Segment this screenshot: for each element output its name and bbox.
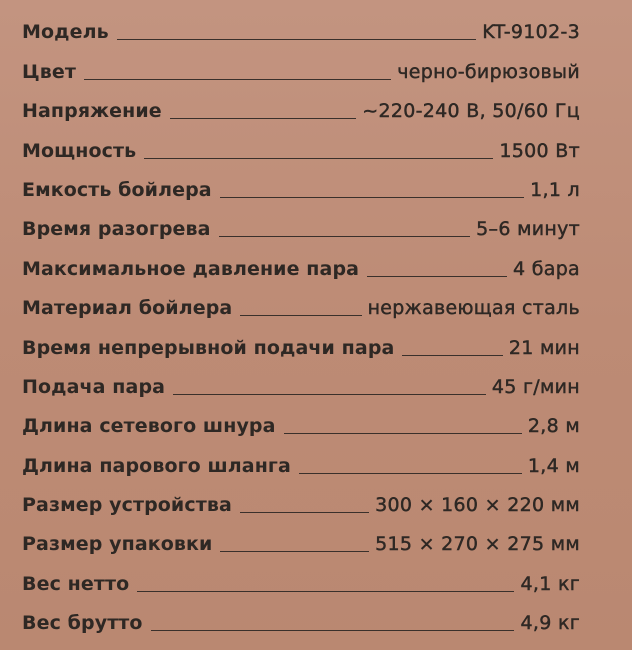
spec-value: 1,1 л bbox=[530, 178, 580, 201]
page-edge bbox=[632, 0, 636, 650]
spec-list bbox=[22, 12, 580, 642]
spec-value: 5–6 минут bbox=[476, 218, 580, 241]
spec-label: Цвет bbox=[22, 60, 76, 83]
spec-value: 515 × 270 × 275 мм bbox=[375, 533, 580, 556]
leader-line bbox=[402, 355, 502, 356]
spec-value: ~220-240 В, 50/60 Гц bbox=[362, 100, 580, 123]
spec-label: Вес брутто bbox=[22, 612, 143, 635]
leader-line bbox=[84, 79, 391, 80]
spec-row-color bbox=[22, 51, 580, 90]
spec-row-package-size bbox=[22, 524, 580, 563]
leader-line bbox=[219, 236, 471, 237]
spec-value: 1500 Вт bbox=[499, 139, 580, 162]
spec-label: Время разогрева bbox=[22, 218, 211, 241]
spec-value: 4 бара bbox=[513, 257, 580, 280]
spec-row-continuous-steam-time bbox=[22, 327, 580, 366]
leader-line bbox=[144, 158, 493, 159]
leader-line bbox=[299, 473, 522, 474]
leader-line bbox=[367, 276, 507, 277]
spec-label: Вес нетто bbox=[22, 572, 130, 595]
leader-line bbox=[117, 39, 477, 40]
spec-value: черно-бирюзовый bbox=[397, 60, 580, 83]
spec-row-power-cord-length bbox=[22, 406, 580, 445]
leader-line bbox=[170, 118, 356, 119]
spec-label: Максимальное давление пара bbox=[22, 257, 360, 280]
spec-row-steam-output bbox=[22, 367, 580, 406]
spec-row-steam-hose-length bbox=[22, 445, 580, 484]
spec-label: Длина сетевого шнура bbox=[22, 415, 276, 438]
leader-line bbox=[173, 394, 486, 395]
spec-row-boiler-material bbox=[22, 288, 580, 327]
spec-label: Напряжение bbox=[22, 100, 162, 123]
spec-value: 4,9 кг bbox=[520, 612, 580, 635]
spec-label: Размер устройства bbox=[22, 494, 232, 517]
spec-value: 4,1 кг bbox=[520, 572, 580, 595]
spec-label: Емкость бойлера bbox=[22, 178, 212, 201]
spec-value: 300 × 160 × 220 мм bbox=[375, 494, 580, 517]
spec-label: Длина парового шланга bbox=[22, 454, 291, 477]
leader-line bbox=[137, 591, 514, 592]
spec-value: 21 мин bbox=[508, 336, 580, 359]
spec-row-net-weight bbox=[22, 563, 580, 602]
spec-value: 2,8 м bbox=[527, 415, 580, 438]
spec-row-power bbox=[22, 130, 580, 169]
leader-line bbox=[240, 512, 369, 513]
spec-row-voltage bbox=[22, 91, 580, 130]
spec-row-gross-weight bbox=[22, 603, 580, 642]
spec-value: нержавеющая сталь bbox=[367, 297, 580, 320]
spec-value: 1,4 м bbox=[527, 454, 580, 477]
leader-line bbox=[151, 630, 515, 631]
leader-line bbox=[284, 433, 522, 434]
spec-row-device-size bbox=[22, 485, 580, 524]
spec-label: Подача пара bbox=[22, 375, 166, 398]
leader-line bbox=[220, 197, 524, 198]
leader-line bbox=[240, 315, 361, 316]
spec-value: KT-9102-3 bbox=[482, 21, 580, 44]
spec-label: Размер упаковки bbox=[22, 533, 213, 556]
spec-label: Мощность bbox=[22, 139, 137, 162]
leader-line bbox=[220, 551, 369, 552]
spec-label: Время непрерывной подачи пара bbox=[22, 336, 395, 359]
spec-row-max-pressure bbox=[22, 248, 580, 287]
spec-value: 45 г/мин bbox=[491, 375, 580, 398]
spec-row-boiler-capacity bbox=[22, 170, 580, 209]
spec-label: Модель bbox=[22, 21, 109, 44]
spec-row-model bbox=[22, 12, 580, 51]
spec-row-heat-up-time bbox=[22, 209, 580, 248]
spec-label: Материал бойлера bbox=[22, 297, 233, 320]
